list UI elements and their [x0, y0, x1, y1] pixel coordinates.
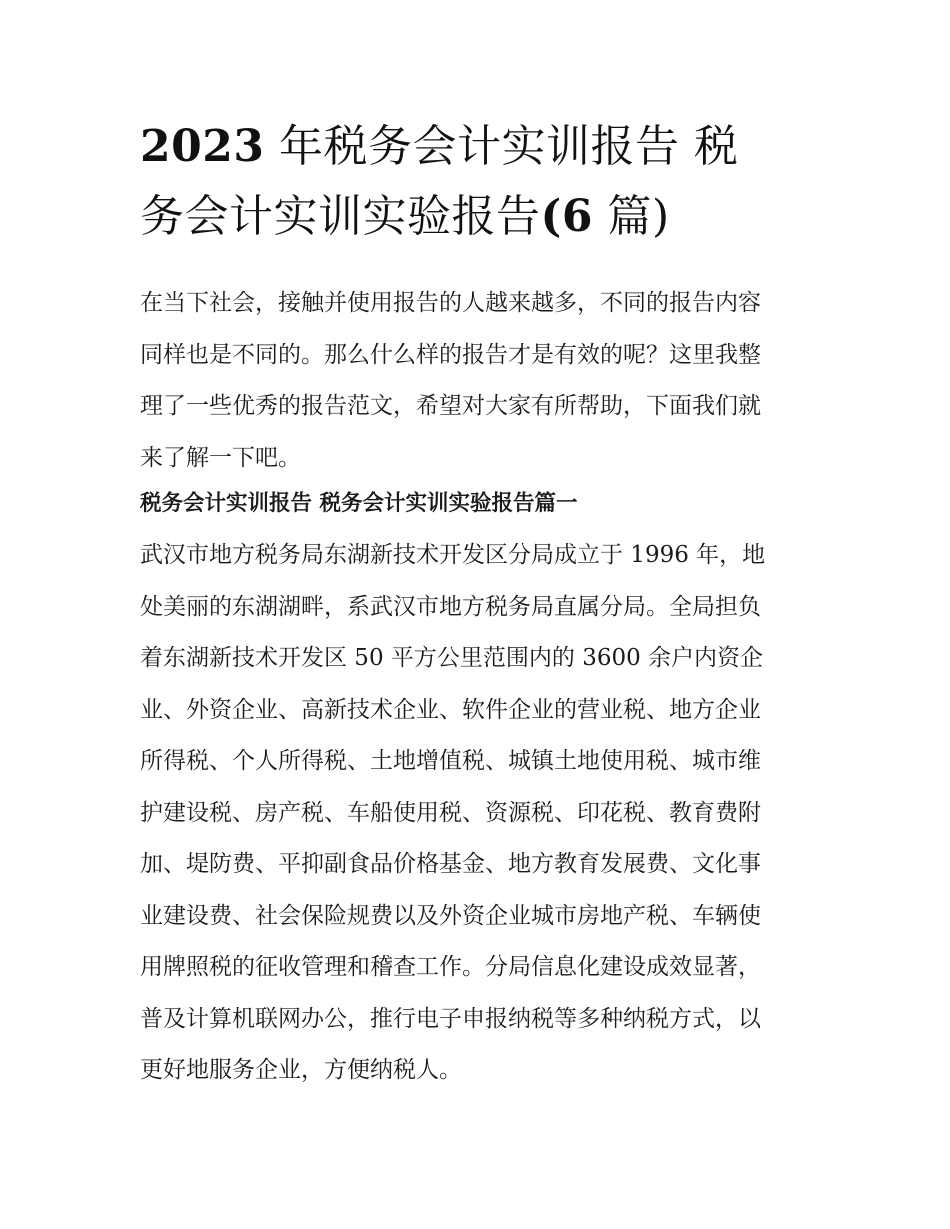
- title-year: 2023: [140, 121, 265, 172]
- body-line: 着东湖新技术开发区 50 平方公里范围内的 3600 余户内资企: [140, 645, 764, 671]
- body-line: 业建设费、社会保险规费以及外资企业城市房地产税、车辆使: [140, 902, 761, 929]
- title-count: 6: [561, 191, 593, 242]
- body-line: 普及计算机联网办公，推行电子申报纳税等多种纳税方式，以: [140, 1005, 761, 1032]
- body-line: 护建设税、房产税、车船使用税、资源税、印花税、教育费附: [140, 799, 761, 826]
- title-line2-text: 务会计实训实验报告: [140, 191, 541, 242]
- section-heading: 税务会计实训报告 税务会计实训实验报告篇一: [140, 491, 578, 516]
- title-paren-open: (: [540, 191, 562, 242]
- intro-line: 来了解一下吧。: [140, 444, 301, 471]
- intro-line: 同样也是不同的。那么什么样的报告才是有效的呢？这里我整: [140, 341, 761, 368]
- intro-line: 理了一些优秀的报告范文，希望对大家有所帮助，下面我们就: [140, 393, 761, 419]
- title-line2-suffix: 篇): [592, 191, 670, 242]
- title-line1-text: 年税务会计实训报告 税: [264, 121, 739, 172]
- body-line: 所得税、个人所得税、土地增值税、城镇土地使用税、城市维: [140, 748, 761, 774]
- intro-paragraph: [140, 278, 820, 484]
- body-line: 业、外资企业、高新技术企业、软件企业的营业税、地方企业: [140, 696, 761, 723]
- body-line: 更好地服务企业，方便纳税人。: [140, 1057, 462, 1083]
- body-line: 加、堤防费、平抑副食品价格基金、地方教育发展费、文化事: [140, 851, 761, 877]
- body-line: 武汉市地方税务局东湖新技术开发区分局成立于 1996 年，地: [140, 542, 766, 568]
- body-line: 用牌照税的征收管理和稽查工作。分局信息化建设成效显著，: [140, 954, 761, 980]
- body-line: 处美丽的东湖湖畔，系武汉市地方税务局直属分局。全局担负: [140, 593, 761, 620]
- intro-line: 在当下社会，接触并使用报告的人越来越多，不同的报告内容: [140, 290, 761, 316]
- body-paragraph: [140, 530, 820, 1097]
- document-title: [140, 112, 820, 252]
